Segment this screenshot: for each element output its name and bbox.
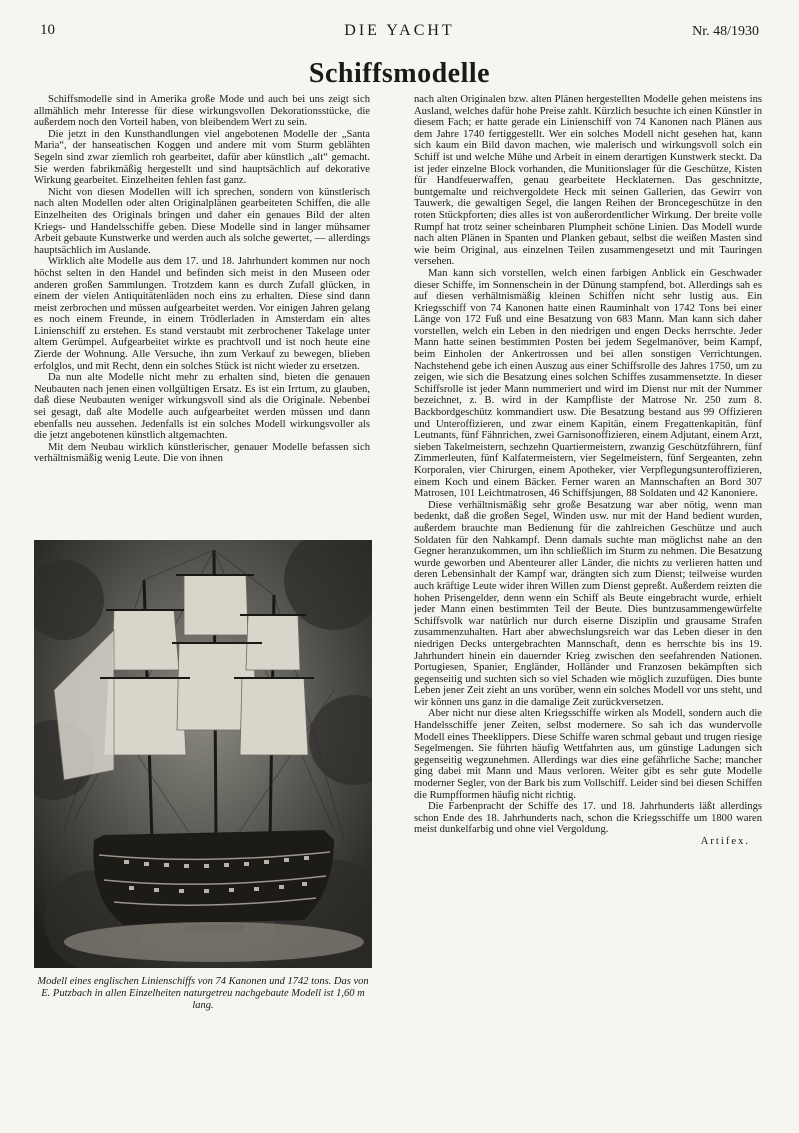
paragraph: Diese verhältnismäßig sehr große Besatzung war aber nötig, wenn man bedenkt, daß die großen Segel, Winden usw. nur mit der Hand bedient wurden, außerdem brauchte man Bedienung für die zahlreichen Geschütze und auch Soldaten für den Nahkampf. Denn damals suchte man möglichst nahe an den Gegner heranzukommen, um ihn schließlich im Sturm zu nehmen. Die Besatzung wurde geworben und Abenteurer aller Länder, die nichts zu verlieren hatten und deren Lebensinhalt der Kampf war, drängten sich zum Dienst; teilweise wurden auch kräftige Leute wider ihren Willen zum Dienst gepreßt. Außerdem reizten die hohen Prisengelder, denn wenn ein Schiff als Beute eingebracht wurde, erhielt jeder Mann einen bestimmten Teil der Beute. Dies buntzusammengewürfelte Schiffsvolk war natürlich nur durch eiserne Disziplin und grausame Strafen zusammenzuhalten. Hart aber abwechslungsreich war das Leben dieser in den niedrigen Decks untergebrachten Mannschaft, denn es herrschte bis ins 19. Jahrhundert hinein ein dauernder Krieg zwischen den seefahrenden Nationen. Portugiesen, Spanier, Engländer, Holländer und Franzosen bekämpften sich gegenseitig und suchten sich so viel Schaden wie möglich zuzufügen. Dies bunte Leben jener Zeit zieht an uns vorüber, wenn ein solches Modell vor uns steht, und wir können uns ganz in die damalige Zeit zurückversetzen. (414, 499, 762, 708)
paragraph: Nicht von diesen Modellen will ich sprechen, sondern von künstlerisch nach alten Modellen oder alten Originalplänen gearbeiteten Schiffen, die alle Einzelheiten des Originals bringen und daher ein genaues Bild der alten Kriegs- und Handelsschiffe geben. Diese Modelle sind in langer mühsamer Arbeit gebaute Kunstwerke und werden auch als solche gewertet, — allerdings hauptsächlich im Auslande. (34, 186, 370, 256)
paragraph: Man kann sich vorstellen, welch einen farbigen Anblick ein Geschwader dieser Schiffe, im Sonnenschein in der Dünung stampfend, bot. Allerdings sah es auf diesen verhältnismäßig kleinen Schiffen nicht sehr lustig aus. Ein Kriegsschiff von 74 Kanonen hatte einen Rauminhalt von 1742 Tons bei einer Länge von 172 Fuß und eine Besatzung von 683 Mann. Man kann sich daher vorstellen, welch ein Leben in den niedrigen und engen Decks herrschte. Jeder Mann hatte seinen bestimmten Posten bei jedem Segelmanöver, beim Kampf, beim Einholen der Ankertrossen und bei allen sonstigen Verrichtungen. Nachstehend gebe ich einen Auszug aus einer Schiffsrolle des Jahres 1750, um zu zeigen, wie sich die Besatzung eines solchen Schiffes zusammensetzte. In dieser Schiffsrolle ist jeder Mann nummeriert und wird im Dienst nur mit der Nummer bezeichnet, z. B. wird in der Kampfliste der Matrose Nr. 250 zum 8. Backbordgeschütz kommandiert usw. Die Besatzung bestand aus 99 Offizieren und Unteroffizieren, und zwar einem Kapitän, einem Fregattenkapitän, fünf Leutnants, fünf Fähnrichen, zwei Garnisonoffizieren, einem Adjutant, einem Arzt, sieben Takelmeistern, sechzehn Quartiermeistern, zwanzig Geschützführern, fünf Zimmerleuten, fünf Kalfatermeistern, vier Segelmeistern, fünf Sergeanten, zehn Korporalen, vier Chirurgen, einem Apotheker, vier Verpflegungsunteroffizieren, einem Koch und einem Bäcker. Ferner waren an Mannschaften an Bord 307 Matrosen, 101 Leichtmatrosen, 46 Schiffsjungen, 88 Soldaten und 42 Kanoniere. (414, 267, 762, 500)
article-title: Schiffsmodelle (308, 58, 491, 89)
issue-number: Nr. 48/1930 (692, 24, 759, 39)
paragraph: nach alten Originalen bzw. alten Plänen hergestellten Modelle gehen meistens ins Ausland, welches dafür hohe Preise zahlt. Kürzlich besuchte ich einen Künstler in diesem Fach; er hatte gerade ein Linienschiff von 74 Kanonen nach Plänen aus dem Jahre 1740 fertiggestellt. Wer ein solches Modell nicht gesehen hat, kann sich kaum ein Bild davon machen, wie malerisch und wirkungsvoll solch ein Schiff ist und welche Mühe und Arbeit in einem derartigen Kunstwerk steckt. Da ist jeder einzelne Block vorhanden, die Munitionslager für die Geschütze, Kisten für Handfeuerwaffen, genau gearbeitete Hecklaternen. Das geschnitzte, buntgemalte und reichvergoldete Heck mit seinen Gallerien, das Gewirr von Tauwerk, die gewaltigen Segel, die langen Reihen der Broncegeschütze in den roten Stückpforten; dies alles ist von außerordentlicher Wirkung. Der breite volle Rumpf hat trotz seiner scheinbaren Plumpheit schöne Linien. Das Modell wurde nach alten Plänen in Spanten und Planken gebaut, selbst die weißen Masten sind wie beim Original, aus einzelnen Teilen zusammengesetzt und mit Tauringen versehen. (414, 94, 763, 268)
masthead: DIE YACHT (344, 22, 455, 39)
ship-model-photo (34, 540, 372, 968)
paragraph: Mit dem Neubau wirklich künstlerischer, genauer Modelle befassen sich verhältnismäßig wenig Leute. Die von ihnen (34, 441, 370, 465)
paragraph: Aber nicht nur diese alten Kriegsschiffe wirken als Modell, sondern auch die Handelsschiffe jener Zeiten, selbst modernere. So sah ich das wundervolle Modell eines Theeklippers. Diese Schiffe waren schmal gebaut und trugen riesige Segelmengen. Sie führten häufig Wettfahrten aus, um günstige Ladungen sich gegenseitig wegzunehmen. Allerdings war dies eine gefährliche Sache; mancher ging dabei mit Mann und Maus verloren. Weiter gibt es sehr gute Modelle moderner Segler, von der Bark bis zum Vollschiff. Leider sind bei diesen Schiffen die Rumpfformen häufig nicht richtig. (414, 708, 762, 801)
page-number: 10 (40, 22, 55, 38)
ship-model-illustration (34, 540, 372, 968)
left-column (34, 94, 370, 465)
paragraph: Die Farbenpracht der Schiffe des 17. und 18. Jahrhunderts läßt allerdings schon Ende des 18. Jahrhunderts nach, schon die Kriegsschiffe um 1800 waren meist dunkelfarbig und ohne viel Vergoldung. (414, 801, 762, 836)
page-header (40, 22, 759, 44)
photo-caption: Modell eines englischen Linienschiffs von 74 Kanonen und 1742 tons. Das von E. Putzbach in allen Einzelheiten naturgetreu nachgebaute Modell ist 1,60 m lang. (37, 976, 369, 1011)
paragraph: Schiffsmodelle sind in Amerika große Mode und auch bei uns zeigt sich allmählich mehr Interesse für diese wirkungsvollen Dekorationsstücke, die außerdem noch den Vorteil haben, von bleibendem Wert zu sein. (34, 94, 370, 129)
paragraph: Da nun alte Modelle nicht mehr zu erhalten sind, bieten die genauen Neubauten nach jenen einen vollgültigen Ersatz. Es ist ein Irrtum, zu glauben, daß diese Neubauten weniger wirkungsvoll sind als die Originale. Nebenbei sei gesagt, daß alte Modelle auch aufgearbeitet werden müssen und dann ebenfalls neu aussehen. Jedenfalls ist ein solches Modell wirkungsvoller als die jetzt angebotenen künstlich altgemachten. (34, 372, 370, 442)
author-signature: Artifex. (700, 836, 750, 847)
paragraph: Die jetzt in den Kunsthandlungen viel angebotenen Modelle der „Santa Maria“, der hanseatischen Koggen und andere mit vom Sturm geblähten Segeln sind zwar ziemlich roh gearbeitet, dafür aber künstlich „alt“ gemacht. Sie werden fabrikmäßig hergestellt und sind hauptsächlich auf dekorative Wirkung gearbeitet. Einzelheiten fehlen fast ganz. (34, 128, 370, 187)
paragraph: Wirklich alte Modelle aus dem 17. und 18. Jahrhundert kommen nur noch höchst selten in den Handel und befinden sich meist in den Museen oder anderen großen Sammlungen. Trotzdem kann es durch Zufall glücken, in einem der vielen Antiquitätenläden noch eins zu erhalten. Diese sind dann meist zerbrochen und müssen aufgearbeitet werden. Vor einigen Jahren gelang es noch einem Freunde, in einem Trödlerladen in Amsterdam ein altes Linienschiff zu erstehen. Es stand verstaubt mit zerbrochener Takelage unter altem Gerümpel. Aufgearbeitet wirkte es prachtvoll und ist noch heute eine Zierde der Wohnung. Alle Versuche, ihn zum Verkauf zu bewegen, blieben erfolglos, und mit Recht, denn ein solches Stück ist nicht wieder zu ersetzen. (34, 256, 370, 372)
right-column (414, 94, 762, 848)
